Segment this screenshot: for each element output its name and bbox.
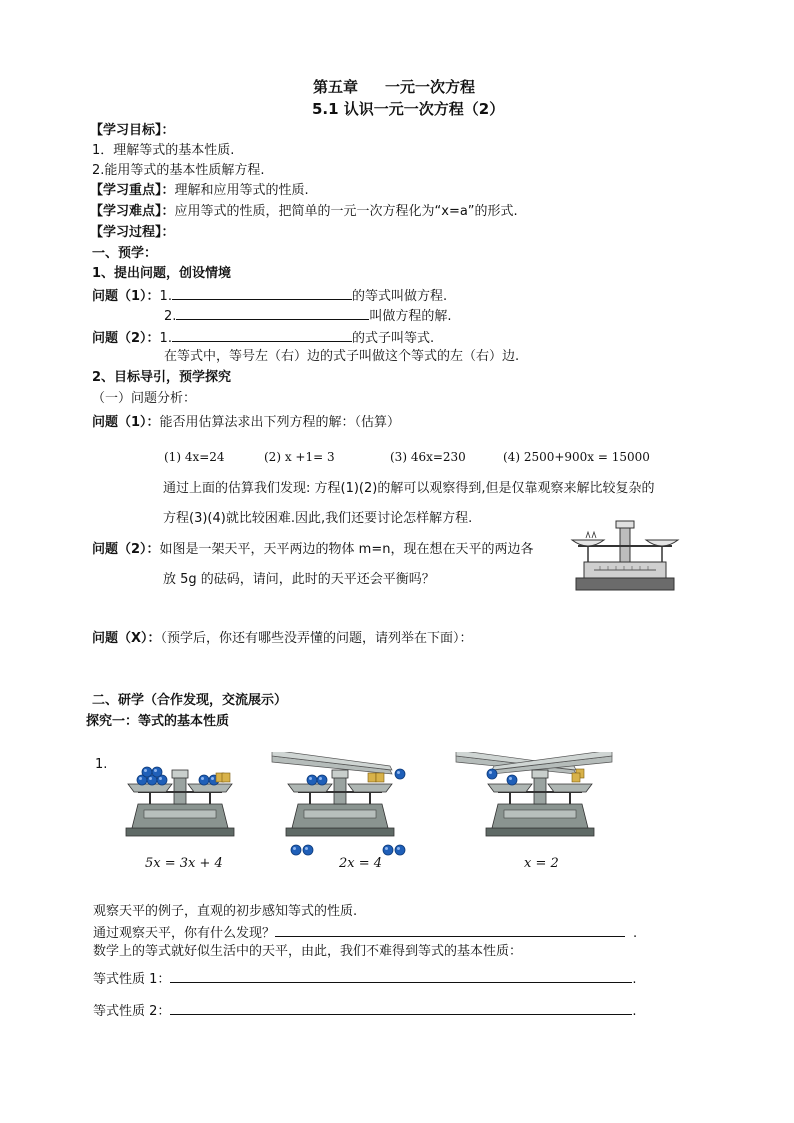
preview-q1-b	[164, 307, 452, 325]
q1-a-suffix: 的等式叫做方程.	[351, 289, 448, 304]
property-1	[93, 970, 637, 988]
process-label: 【学习过程】：	[90, 225, 175, 240]
paragraph-line-1: 通过上面的估算我们发现: 方程(1)(2)的解可以观察得到,但是仅靠观察来解比较复杂的	[163, 481, 655, 496]
difficulties	[90, 204, 518, 220]
q1-b-num: 2.	[164, 309, 177, 324]
p2-line-2: 放 5g 的砝码，请问，此时的天平还会平衡吗？	[163, 572, 435, 587]
property-1-end: .	[632, 972, 637, 987]
difficulties-label: 【学习难点】：	[90, 204, 175, 219]
observe-2	[93, 924, 637, 942]
paragraph-line-2: 方程(3)(4)就比较困难.因此,我们还要讨论怎样解方程.	[163, 511, 473, 526]
section-title: 5.1 认识一元一次方程（2）	[312, 100, 505, 118]
p1-text: 能否用估算法求出下列方程的解：（估算）	[159, 415, 401, 430]
balance-scale-icon	[570, 518, 680, 594]
preview-q1-a	[92, 287, 447, 305]
objective-1: 1．理解等式的基本性质.	[92, 143, 235, 158]
equation-1: (1) 4x=24	[164, 450, 225, 464]
difficulties-text: 应用等式的性质，把简单的一元一次方程化为“x=a”的形式.	[174, 204, 518, 219]
property-2-end: .	[632, 1004, 637, 1019]
objectives-label: 【学习目标】：	[90, 123, 175, 138]
equation-2: (2) x +1= 3	[264, 450, 335, 464]
p2-label: 问题（2）：	[92, 542, 160, 557]
observe-1: 观察天平的例子，直观的初步感知等式的性质.	[93, 904, 358, 919]
observe-2-text: 通过观察天平，你有什么发现？	[93, 926, 276, 941]
preview-q2-a	[92, 329, 434, 347]
property-2	[93, 1002, 637, 1020]
key-points	[90, 183, 309, 199]
property-2-label: 等式性质 2：	[93, 1004, 171, 1019]
preview-sub1: 1、提出问题，创设情境	[92, 266, 232, 281]
caption-3: x = 2	[524, 856, 559, 871]
equation-3: (3) 46x=230	[390, 450, 466, 464]
observe-2-blank[interactable]	[275, 924, 625, 937]
property-2-blank[interactable]	[170, 1002, 632, 1015]
explore-1-heading: 探究一：等式的基本性质	[86, 714, 230, 729]
caption-2: 2x = 4	[339, 856, 383, 871]
q1-b-blank[interactable]	[176, 307, 369, 320]
balance-1-icon	[126, 767, 234, 836]
q2-label: 问题（2）：	[92, 331, 160, 346]
balance-2-icon	[272, 752, 405, 855]
q2-a-num: 1.	[159, 331, 172, 346]
p1	[92, 415, 400, 431]
q1-label: 问题（1）：	[92, 289, 160, 304]
preview-sub2: 2、目标导引，预学探究	[92, 370, 232, 385]
px-text: （预学后，你还有哪些没弄懂的问题，请列举在下面）：	[160, 631, 473, 646]
balance-3-icon	[456, 752, 612, 836]
equation-4: (4) 2500+900x = 15000	[503, 450, 650, 464]
objective-2: 2.能用等式的基本性质解方程.	[92, 163, 265, 178]
q1-b-suffix: 叫做方程的解.	[369, 309, 452, 324]
caption-1: 5x = 3x + 4	[145, 856, 223, 871]
key-points-text: 理解和应用等式的性质.	[174, 183, 309, 198]
preview-q2-b: 在等式中，等号左（右）边的式子叫做这个等式的左（右）边.	[164, 349, 520, 364]
key-points-label: 【学习重点】：	[90, 183, 175, 198]
q2-a-suffix: 的式子叫等式.	[351, 331, 435, 346]
q1-a-blank[interactable]	[172, 287, 352, 300]
research-heading: 二、研学（合作发现，交流展示）	[92, 693, 288, 708]
analysis-heading: （一）问题分析：	[92, 391, 197, 406]
observe-2-end: .	[633, 926, 638, 941]
px-label: 问题（X）：	[92, 631, 161, 646]
px	[92, 631, 473, 647]
q2-a-blank[interactable]	[172, 329, 352, 342]
observe-3: 数学上的等式就好似生活中的天平，由此，我们不难得到等式的基本性质：	[93, 944, 523, 959]
p2-text: 如图是一架天平，天平两边的物体 m=n，现在想在天平的两边各	[159, 542, 534, 557]
chapter-label: 第五章	[313, 78, 359, 96]
q1-a-num: 1.	[159, 289, 172, 304]
p1-label: 问题（1）：	[92, 415, 160, 430]
preview-heading: 一、预学：	[92, 246, 158, 261]
property-1-label: 等式性质 1：	[93, 972, 171, 987]
chapter-title: 一元一次方程	[385, 78, 476, 96]
p2-line-1	[92, 542, 533, 558]
property-1-blank[interactable]	[170, 970, 632, 983]
figure-number: 1.	[95, 757, 108, 772]
